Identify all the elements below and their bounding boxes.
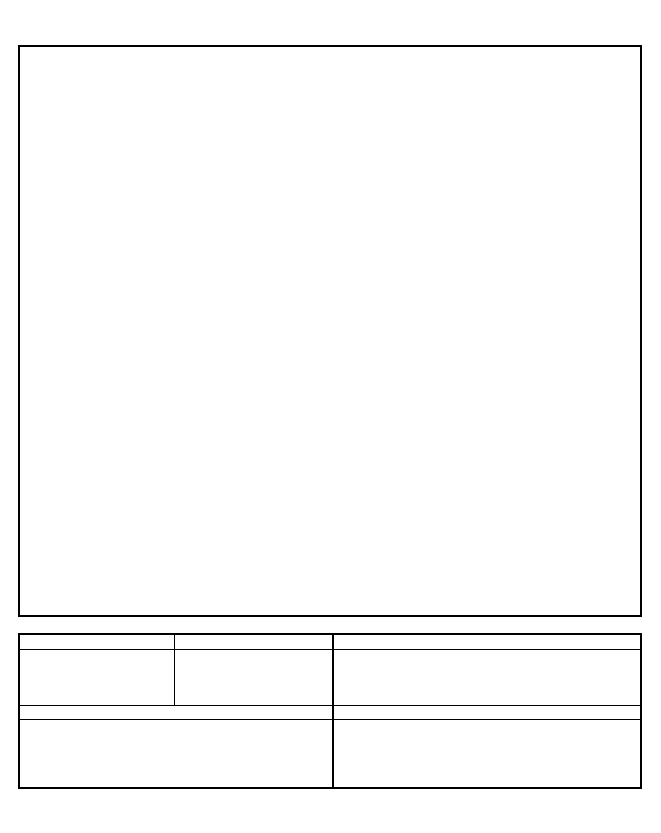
info-panel (18, 633, 642, 789)
calendar-grid (18, 45, 642, 617)
